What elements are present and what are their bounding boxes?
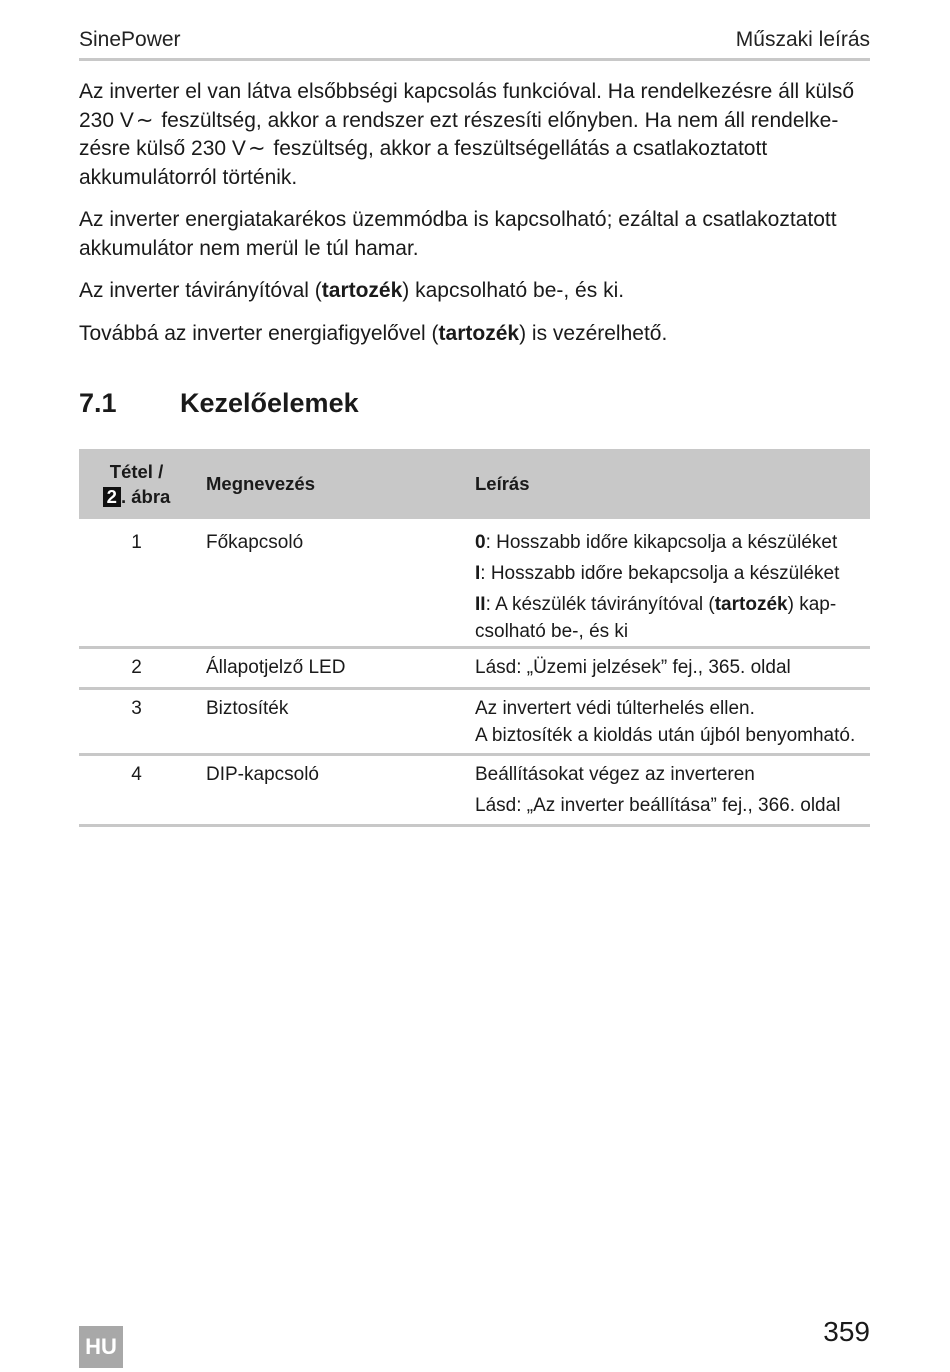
figure-number-box: 2 xyxy=(103,487,121,507)
item-number: 1 xyxy=(131,532,142,553)
header-chapter: Műszaki leírás xyxy=(735,28,870,51)
item-name: Biztosíték xyxy=(206,698,289,719)
item-name: DIP-kapcsoló xyxy=(206,764,319,785)
table-row xyxy=(79,519,870,649)
column-header-description: Leírás xyxy=(475,473,530,494)
header-product: SinePower xyxy=(79,28,181,51)
language-badge: HU xyxy=(79,1326,123,1368)
paragraph-priority-switching: Az inverter el van látva elsőbbségi kapcsolás funkcióval. Ha rendelkezésre áll külső 230 V∼ feszültség, akkor a rendszer ezt részesíti előnyben. Ha nem áll rendelke-zésre külső 230 V∼ feszültség, akkor a feszültségellátás a csatlakoztatott akkumulátorról történik. xyxy=(79,80,855,189)
page-number: 359 xyxy=(823,1316,870,1347)
column-header-name: Megnevezés xyxy=(206,473,315,494)
item-number: 2 xyxy=(131,657,142,678)
item-description: Lásd: „Üzemi jelzések” fej., 365. oldal xyxy=(475,657,791,678)
section-heading xyxy=(79,388,870,419)
table-row xyxy=(79,756,870,827)
item-description: Beállításokat végez az inverteren Lásd: „Az inverter beállítása” fej., 366. oldal xyxy=(475,764,841,816)
section-number: 7.1 xyxy=(79,388,117,418)
section-title: Kezelőelemek xyxy=(180,388,359,418)
table-header xyxy=(79,449,870,519)
header-rule xyxy=(79,58,870,61)
item-number: 4 xyxy=(131,764,142,785)
table-row xyxy=(79,649,870,690)
item-description: 0: Hosszabb időre kikapcsolja a készüléket I: Hosszabb időre bekapcsolja a készüléket II: A készülék távirányítóval (tartozék) kap-csolható be-, és ki xyxy=(475,532,840,642)
item-name: Főkapcsoló xyxy=(206,532,304,553)
paragraph-energy-saving: Az inverter energiatakarékos üzemmódba is kapcsolható; ezáltal a csatlakoztatott akkumulátor nem merül le túl hamar. xyxy=(79,208,837,260)
controls-table xyxy=(79,449,870,827)
ac-tilde-icon: ∼ xyxy=(247,137,266,160)
table-row xyxy=(79,690,870,756)
item-number: 3 xyxy=(131,698,142,719)
column-header-item: Tétel / 2 . ábra xyxy=(79,459,194,509)
item-description: Az invertert védi túlterhelés ellen. A biztosíték a kioldás után újból benyomható. xyxy=(475,698,856,746)
ac-tilde-icon: ∼ xyxy=(135,108,154,132)
running-header xyxy=(79,28,870,52)
paragraph-energy-monitor: Továbbá az inverter energiafigyelővel (tartozék) is vezérelhető. xyxy=(79,321,668,345)
item-name: Állapotjelző LED xyxy=(206,657,346,678)
body-text xyxy=(79,78,870,362)
paragraph-remote-control: Az inverter távirányítóval (tartozék) kapcsolható be-, és ki. xyxy=(79,279,625,302)
